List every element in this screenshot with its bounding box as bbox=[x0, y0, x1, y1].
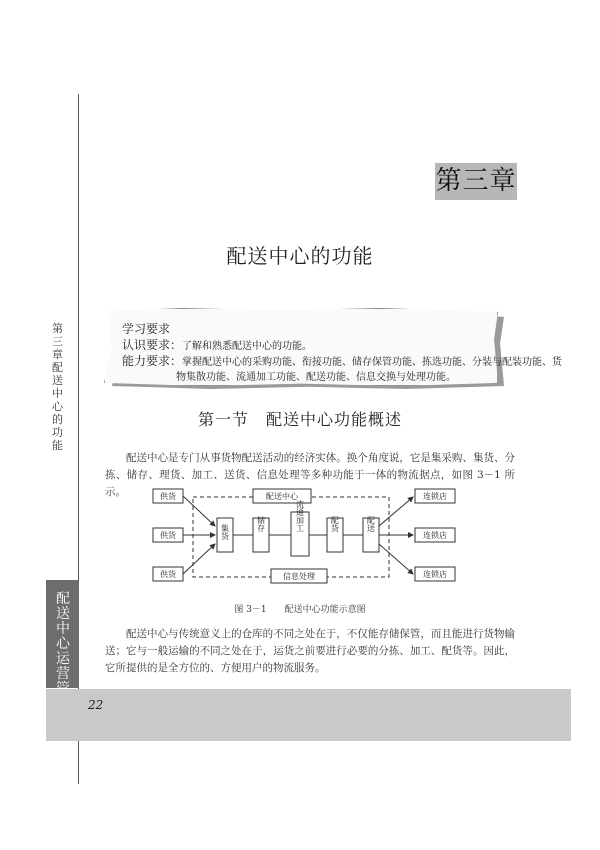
chapter-title: 配送中心的功能 bbox=[226, 244, 374, 268]
side-chapter-label: 第 三 章 配 送 中 心 的 功 能 bbox=[52, 322, 63, 452]
supply-label: 供货 bbox=[160, 570, 176, 579]
flow-arrow bbox=[183, 544, 215, 574]
paragraph-comparison: 配送中心与传统意义上的仓库的不同之处在于，不仅能存储保管，而且能进行货物输送；它与一般运输的不同之处在于，运货之前要进行必要的分拣、加工、配货等。因此，它所提供的是全方位的、方便用户的物流服务。 bbox=[105, 628, 515, 674]
supply-label: 供货 bbox=[160, 531, 176, 540]
flow-arrow bbox=[379, 497, 413, 526]
ability-label: 能力要求： bbox=[122, 354, 183, 368]
supply-label: 供货 bbox=[160, 492, 176, 501]
paragraph-intro: 配送中心是专门从事货物配送活动的经济实体。换个角度说，它是集采购、集货、分拣、储存、理货、加工、送货、信息处理等多种功能于一体的物流据点，如图 3－1 所示。 bbox=[105, 452, 515, 498]
recognize-label: 认识要求： bbox=[122, 338, 183, 352]
stage-process: 流通加工 bbox=[295, 500, 305, 532]
stage-store: 储存 bbox=[256, 516, 266, 532]
info-label: 信息处理 bbox=[283, 572, 315, 581]
section-title: 第一节 配送中心功能概述 bbox=[197, 410, 402, 429]
store-label: 连锁店 bbox=[423, 492, 447, 501]
footer-band bbox=[46, 689, 571, 741]
ability-text-1: 掌握配送中心的采购功能、衔接功能、储存保管功能、拣选功能、分装与配装功能、货 bbox=[182, 357, 563, 368]
page-number: 22 bbox=[88, 698, 104, 712]
side-book-title: 配 送 中 心 运 营 bbox=[56, 591, 70, 682]
stage-pick: 配货 bbox=[330, 516, 340, 532]
flow-arrow bbox=[379, 544, 413, 574]
ability-requirement bbox=[122, 352, 562, 369]
figure-caption: 图 3－1 配送中心功能示意图 bbox=[234, 605, 366, 615]
recognize-requirement bbox=[122, 336, 312, 353]
flow-arrow bbox=[183, 496, 215, 526]
stage-deliver: 配送 bbox=[366, 516, 376, 532]
chapter-badge: 第三章 bbox=[435, 163, 517, 200]
distribution-center-diagram bbox=[145, 482, 465, 597]
center-label: 配送中心 bbox=[266, 492, 298, 501]
requirements-heading: 学习要求 bbox=[122, 322, 171, 336]
store-label: 连锁店 bbox=[423, 531, 447, 540]
recognize-text: 了解和熟悉配送中心的功能。 bbox=[182, 341, 313, 352]
ability-text-2: 物集散功能、流通加工功能、配送功能、信息交换与处理功能。 bbox=[176, 372, 456, 383]
stage-collect: 集货 bbox=[220, 524, 230, 540]
store-label: 连锁店 bbox=[423, 570, 447, 579]
